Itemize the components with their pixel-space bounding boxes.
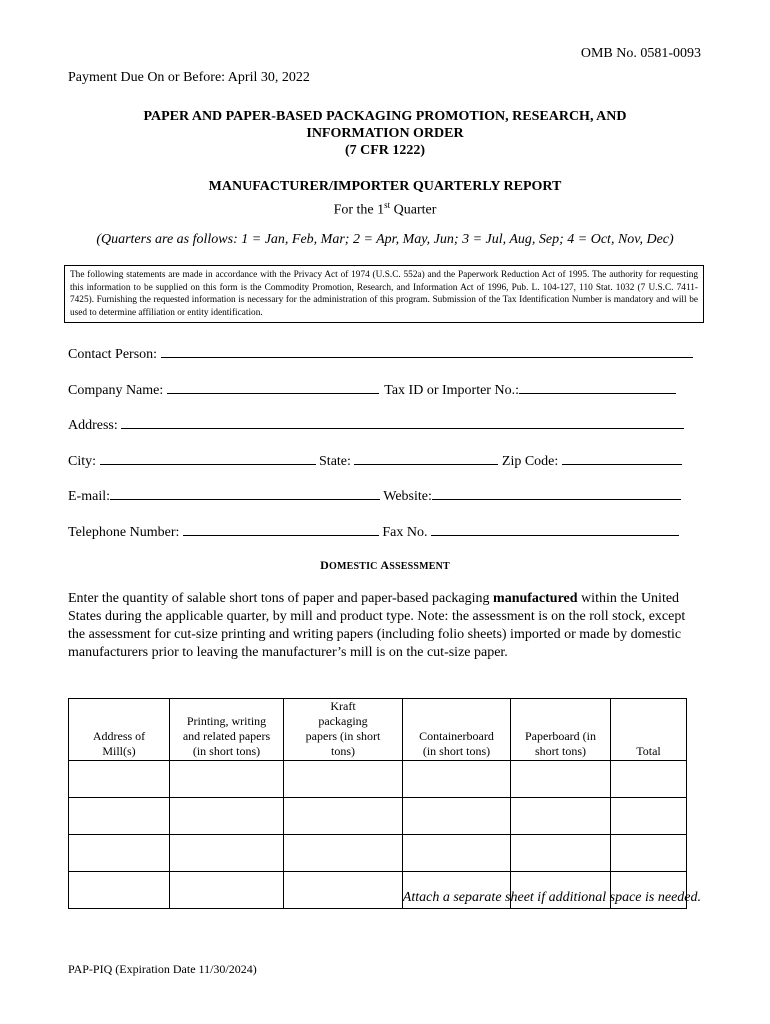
intro-before: Enter the quantity of salable short tons of paper and paper-based packaging [68, 591, 494, 606]
contact-person-label: Contact Person: [68, 347, 158, 362]
cell[interactable] [403, 798, 511, 835]
website-field[interactable] [432, 485, 681, 500]
col-paperboard: Paperboard (in short tons) [511, 699, 611, 761]
cell[interactable] [284, 798, 403, 835]
privacy-statement: The following statements are made in accordance with the Privacy Act of 1974 (U.S.C. 552a) and the Paperwork Reduction Act of 1995. The authority for requesting this information to be supplied on this form is the Commodity Promotion, Research, and Information Act of 1996, Pub. L. 104-127, 110 Stat. 1032 (7 U.S.C. 7411-7425). Furnishing the requested information is necessary for the administration of this program. Submission of the Tax Identification Number is mandatory and will be used to determine affiliation or entity identification. [64, 265, 704, 323]
fax-field[interactable] [431, 521, 679, 536]
table-row [69, 761, 687, 798]
col-kraft: Kraft packaging papers (in short tons) [284, 699, 403, 761]
omb-number: OMB No. 0581-0093 [580, 46, 701, 61]
tax-id-field[interactable] [519, 379, 676, 394]
city-label: City: [68, 454, 97, 469]
address-label: Address: [68, 418, 118, 433]
email-label: E-mail: [68, 489, 110, 504]
cell[interactable] [284, 761, 403, 798]
telephone-label: Telephone Number: [68, 525, 180, 540]
quarter-suffix: Quarter [390, 202, 437, 218]
website-label: Website: [383, 489, 432, 504]
cell[interactable] [69, 872, 170, 909]
report-title [0, 178, 770, 220]
cell[interactable] [611, 761, 687, 798]
form-footer: PAP-PIQ (Expiration Date 11/30/2024) [68, 962, 257, 976]
zip-label: Zip Code: [501, 454, 559, 469]
cell[interactable] [170, 872, 284, 909]
table-row [69, 835, 687, 872]
intro-bold: manufactured [493, 591, 578, 606]
heading-cap-a: A [380, 558, 390, 572]
domestic-assessment-heading [0, 558, 770, 573]
zip-field[interactable] [562, 450, 682, 465]
form-title [0, 108, 770, 159]
col-printing: Printing, writing and related papers (in short tons) [170, 699, 284, 761]
contact-person-field[interactable] [161, 343, 693, 358]
cell[interactable] [511, 798, 611, 835]
table-header-row [69, 699, 687, 761]
email-row [68, 485, 681, 505]
quarter-line [0, 196, 770, 220]
cell[interactable] [170, 835, 284, 872]
telephone-field[interactable] [183, 521, 379, 536]
col-address: Address of Mill(s) [69, 699, 170, 761]
domestic-intro [68, 590, 698, 662]
title-line1: PAPER AND PAPER-BASED PACKAGING PROMOTION, RESEARCH, AND [143, 109, 627, 124]
cell[interactable] [284, 872, 403, 909]
email-field[interactable] [110, 485, 380, 500]
col-containerboard: Containerboard (in short tons) [403, 699, 511, 761]
city-field[interactable] [100, 450, 316, 465]
state-label: State: [319, 454, 351, 469]
heading-small-2: SSESSMENT [389, 561, 450, 572]
address-field[interactable] [121, 414, 684, 429]
heading-small-1: OMESTIC [328, 561, 381, 572]
address-row [68, 414, 684, 434]
cell[interactable] [611, 835, 687, 872]
quarter-prefix: For the 1 [333, 202, 385, 218]
cell[interactable] [170, 761, 284, 798]
city-row [68, 450, 682, 470]
intro-after: within the United States during the applicable quarter, by mill and product type. Note: the assessment is on the roll stock, except the assessment for cut-size printing and writing papers (including folio sheets) imported or made by domestic manufacturers prior to leaving the manufacturer’s mill is on the cut-size paper. [68, 591, 686, 660]
cell[interactable] [403, 835, 511, 872]
report-name: MANUFACTURER/IMPORTER QUARTERLY REPORT [208, 179, 562, 194]
contact-person-row [68, 343, 693, 363]
attach-note: Attach a separate sheet if additional space is needed. [402, 890, 701, 905]
state-field[interactable] [354, 450, 498, 465]
cell[interactable] [511, 835, 611, 872]
cell[interactable] [69, 835, 170, 872]
telephone-row [68, 521, 679, 541]
title-line3: (7 CFR 1222) [344, 143, 426, 158]
company-name-label: Company Name: [68, 383, 164, 398]
quarters-note: (Quarters are as follows: 1 = Jan, Feb, Mar; 2 = Apr, May, Jun; 3 = Jul, Aug, Sep; 4 = Oct, Nov, Dec) [96, 232, 674, 247]
fax-label: Fax No. [382, 525, 428, 540]
title-line2: INFORMATION ORDER [306, 126, 464, 141]
quarter-sup: st [384, 200, 391, 210]
cell[interactable] [69, 761, 170, 798]
cell[interactable] [611, 798, 687, 835]
table-row [69, 798, 687, 835]
cell[interactable] [170, 798, 284, 835]
mill-tonnage-table [68, 698, 687, 909]
tax-id-label: Tax ID or Importer No.: [384, 383, 519, 398]
payment-due: Payment Due On or Before: April 30, 2022 [68, 70, 310, 85]
cell[interactable] [511, 761, 611, 798]
cell[interactable] [403, 761, 511, 798]
company-row [68, 379, 676, 399]
col-total: Total [611, 699, 687, 761]
cell[interactable] [284, 835, 403, 872]
heading-cap-d: D [320, 558, 329, 572]
cell[interactable] [69, 798, 170, 835]
company-name-field[interactable] [167, 379, 379, 394]
